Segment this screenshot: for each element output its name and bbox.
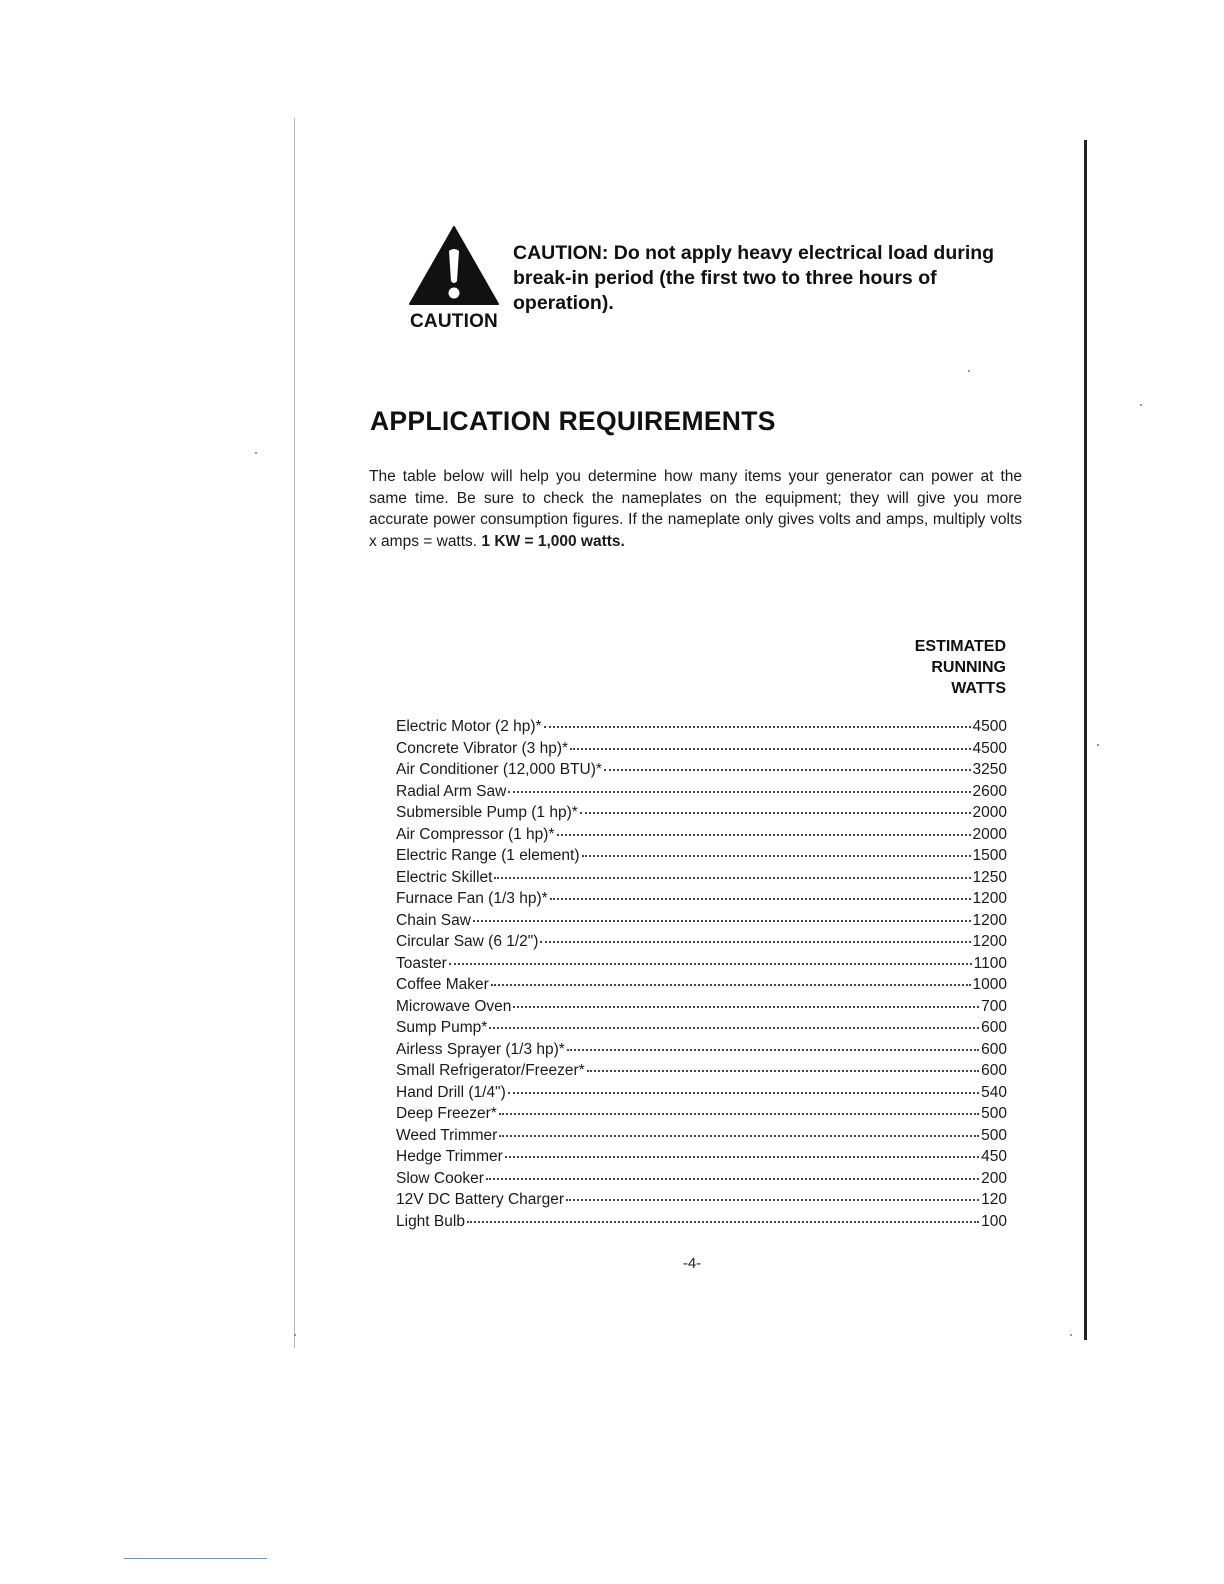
dot-leader — [449, 962, 972, 965]
item-name: Furnace Fan (1/3 hp)* — [396, 890, 548, 907]
item-name: 12V DC Battery Charger — [396, 1191, 564, 1208]
item-name: Weed Trimmer — [396, 1126, 498, 1144]
dot-leader — [491, 983, 971, 986]
table-row — [396, 804, 1007, 826]
item-watts: 120 — [981, 1191, 1007, 1208]
dot-leader — [508, 790, 970, 793]
table-row — [396, 890, 1007, 912]
column-header-line: RUNNING — [931, 659, 1006, 676]
table-row — [396, 912, 1007, 934]
item-name: Light Bulb — [396, 1212, 465, 1230]
item-watts: 540 — [981, 1083, 1007, 1101]
item-watts: 1200 — [972, 911, 1007, 929]
dot-leader — [582, 854, 971, 857]
item-watts: 200 — [981, 1169, 1007, 1187]
table-row — [396, 783, 1007, 805]
item-watts: 2600 — [972, 782, 1007, 800]
column-header-line: WATTS — [951, 680, 1006, 697]
page-number: -4- — [682, 1255, 702, 1272]
item-name: Air Conditioner (12,000 BTU)* — [396, 761, 602, 778]
dot-leader — [467, 1220, 979, 1223]
dot-leader — [544, 725, 971, 728]
item-watts: 1250 — [972, 868, 1007, 886]
scan-speck — [1097, 744, 1099, 746]
item-name: Chain Saw — [396, 911, 471, 929]
item-name: Radial Arm Saw — [396, 782, 507, 800]
item-watts: 600 — [981, 1062, 1007, 1079]
dot-leader — [486, 1177, 979, 1180]
item-name: Slow Cooker — [396, 1169, 484, 1187]
table-row — [396, 1148, 1007, 1170]
item-watts: 1000 — [972, 976, 1007, 993]
table-row — [396, 1105, 1007, 1127]
scan-speck — [968, 370, 970, 372]
table-row — [396, 869, 1007, 891]
section-title: APPLICATION REQUIREMENTS — [370, 406, 776, 436]
table-row — [396, 1213, 1007, 1235]
table-row — [396, 847, 1007, 869]
scan-speck — [255, 452, 257, 454]
caution-triangle-icon — [409, 225, 499, 305]
item-name: Electric Skillet — [396, 868, 493, 886]
item-name: Microwave Oven — [396, 997, 512, 1015]
dot-leader — [499, 1134, 979, 1137]
item-name: Circular Saw (6 1/2") — [396, 933, 539, 950]
caution-message: CAUTION: Do not apply heavy electrical load during break-in period (the first two to three hours of operation). — [513, 242, 995, 314]
caution-icon-label: CAUTION — [410, 311, 498, 332]
dot-leader — [570, 747, 970, 750]
item-watts: 600 — [981, 1019, 1007, 1036]
item-name: Toaster — [396, 954, 447, 972]
item-watts: 700 — [981, 997, 1007, 1015]
item-name: Electric Range (1 element) — [396, 847, 580, 864]
item-watts: 4500 — [972, 739, 1007, 757]
dot-leader — [567, 1048, 979, 1051]
item-name: Small Refrigerator/Freezer* — [396, 1062, 585, 1079]
scan-speck — [1140, 404, 1142, 406]
table-row — [396, 976, 1007, 998]
watts-column-header — [915, 636, 1006, 699]
table-row — [396, 933, 1007, 955]
item-watts: 1100 — [973, 954, 1007, 972]
dot-leader — [499, 1112, 979, 1115]
item-watts: 500 — [981, 1105, 1007, 1122]
right-margin-rule — [1084, 140, 1087, 1340]
table-row — [396, 740, 1007, 762]
item-name: Airless Sprayer (1/3 hp)* — [396, 1040, 565, 1058]
table-row — [396, 998, 1007, 1020]
item-watts: 1500 — [972, 847, 1007, 864]
item-watts: 450 — [981, 1148, 1007, 1165]
item-name: Air Compressor (1 hp)* — [396, 825, 555, 843]
item-name: Hand Drill (1/4") — [396, 1083, 506, 1101]
table-row — [396, 1062, 1007, 1084]
dot-leader — [489, 1026, 979, 1029]
caution-notice — [405, 225, 1025, 340]
table-row — [396, 1019, 1007, 1041]
table-row — [396, 1084, 1007, 1106]
item-watts: 1200 — [972, 933, 1007, 950]
intro-bold-note: 1 KW = 1,000 watts. — [481, 532, 625, 550]
scan-speck — [294, 1334, 296, 1336]
item-watts: 600 — [981, 1040, 1007, 1058]
table-row — [396, 1170, 1007, 1192]
item-name: Deep Freezer* — [396, 1105, 497, 1122]
table-row — [396, 718, 1007, 740]
item-name: Hedge Trimmer — [396, 1148, 503, 1165]
dot-leader — [566, 1198, 979, 1201]
dot-leader — [557, 833, 971, 836]
table-row — [396, 761, 1007, 783]
intro-text: The table below will help you determine how many items your generator can power at the same time. Be sure to check the nameplates on the equipment; they will give you more accurate power consumption figures. If the nameplate only gives volts and amps, multiply volts x amps = watts. — [369, 468, 1022, 550]
dot-leader — [508, 1091, 979, 1094]
item-name: Sump Pump* — [396, 1019, 488, 1036]
table-row — [396, 826, 1007, 848]
dot-leader — [473, 919, 971, 922]
table-row — [396, 1191, 1007, 1213]
item-watts: 100 — [981, 1212, 1007, 1230]
column-header-line: ESTIMATED — [914, 638, 1006, 655]
scan-speck — [1070, 1334, 1072, 1336]
item-watts: 2000 — [972, 825, 1007, 843]
item-watts: 1200 — [972, 890, 1007, 907]
left-margin-rule — [294, 118, 295, 1348]
item-name: Submersible Pump (1 hp)* — [396, 804, 578, 821]
item-name: Electric Motor (2 hp)* — [396, 718, 542, 735]
bottom-blue-rule — [124, 1558, 267, 1559]
dot-leader — [580, 811, 971, 814]
running-watts-table — [396, 718, 1007, 1234]
dot-leader — [604, 768, 971, 771]
dot-leader — [494, 876, 970, 879]
dot-leader — [505, 1155, 979, 1158]
dot-leader — [587, 1069, 979, 1072]
intro-paragraph — [369, 466, 1022, 552]
table-row — [396, 1041, 1007, 1063]
dot-leader — [550, 897, 971, 900]
dot-leader — [540, 940, 970, 943]
table-row — [396, 955, 1007, 977]
item-watts: 4500 — [972, 718, 1007, 735]
item-watts: 500 — [981, 1126, 1007, 1144]
item-watts: 2000 — [972, 804, 1007, 821]
table-row — [396, 1127, 1007, 1149]
item-name: Coffee Maker — [396, 976, 489, 993]
item-name: Concrete Vibrator (3 hp)* — [396, 739, 569, 757]
item-watts: 3250 — [972, 761, 1007, 778]
dot-leader — [513, 1005, 979, 1008]
